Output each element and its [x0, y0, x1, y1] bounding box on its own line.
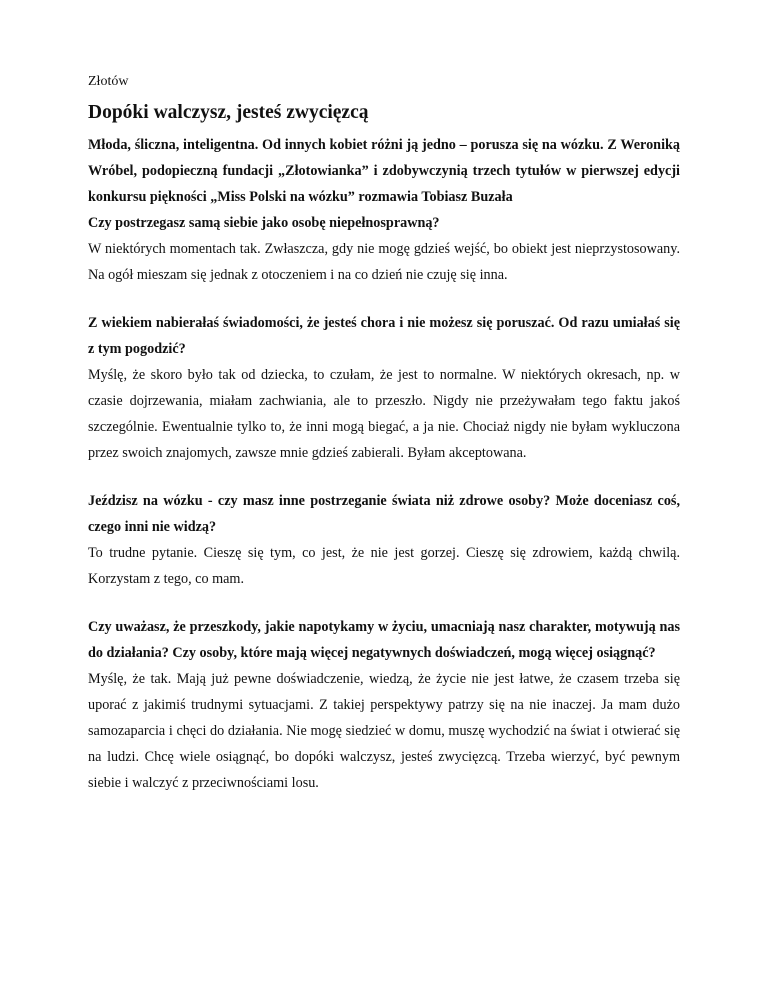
interview-answer-3: To trudne pytanie. Cieszę się tym, co jest, że nie jest gorzej. Cieszę się zdrowiem, każdą chwilą. Korzystam z tego, co mam. [88, 545, 680, 587]
paragraph-spacer [88, 466, 680, 488]
interview-answer-4: Myślę, że tak. Mają już pewne doświadczenie, wiedzą, że życie nie jest łatwe, że czasem trzeba się uporać z jakimiś trudnymi sytuacjami. Z takiej perspektywy patrzy się na nie inaczej. Ja mam dużo samozaparcia i chęci do działania. Nie mogę siedzieć w domu, muszę wychodzić na świat i otwierać się na ludzi. Chcę wiele osiągnąć, bo dopóki walczysz, jesteś zwycięzcą. Trzeba wierzyć, być pewnym siebie i walczyć z przeciwnościami losu. [88, 671, 680, 791]
document-page [88, 72, 680, 796]
article-location: Złotów [88, 74, 129, 89]
interview-question-2: Z wiekiem nabierałaś świadomości, że jesteś chora i nie możesz się poruszać. Od razu umiałaś się z tym pogodzić? [88, 315, 680, 357]
paragraph-spacer [88, 288, 680, 310]
interview-question-3: Jeździsz na wózku - czy masz inne postrzeganie świata niż zdrowe osoby? Może doceniasz coś, czego inni nie widzą? [88, 493, 680, 535]
article-title: Dopóki walczysz, jesteś zwycięzcą [88, 102, 369, 123]
interview-question-4: Czy uważasz, że przeszkody, jakie napotykamy w życiu, umacniają nasz charakter, motywują nas do działania? Czy osoby, które mają więcej negatywnych doświadczeń, mogą więcej osiągnąć? [88, 619, 680, 661]
interview-answer-2: Myślę, że skoro było tak od dziecka, to czułam, że jest to normalne. W niektórych okresach, np. w czasie dojrzewania, miałam zachwiania, ale to przeszło. Nigdy nie przeżywałam tego faktu jakoś szczególnie. Ewentualnie tylko to, że inni mogą biegać, a ja nie. Chociaż nigdy nie byłam wykluczona przez swoich znajomych, zawsze mnie gdzieś zabierali. Byłam akceptowana. [88, 367, 680, 461]
paragraph-spacer [88, 592, 680, 614]
article-lead: Młoda, śliczna, inteligentna. Od innych kobiet różni ją jedno – porusza się na wózku. Z Weroniką Wróbel, podopieczną fundacji „Złotowianka” i zdobywczynią trzech tytułów w pierwszej edycji konkursu piękności „Miss Polski na wózku” rozmawia Tobiasz Buzała [88, 137, 680, 205]
interview-answer-1: W niektórych momentach tak. Zwłaszcza, gdy nie mogę gdzieś wejść, bo obiekt jest nieprzystosowany. Na ogół mieszam się jednak z otoczeniem i na co dzień nie czuję się inna. [88, 241, 680, 283]
interview-question-1: Czy postrzegasz samą siebie jako osobę niepełnosprawną? [88, 215, 440, 231]
